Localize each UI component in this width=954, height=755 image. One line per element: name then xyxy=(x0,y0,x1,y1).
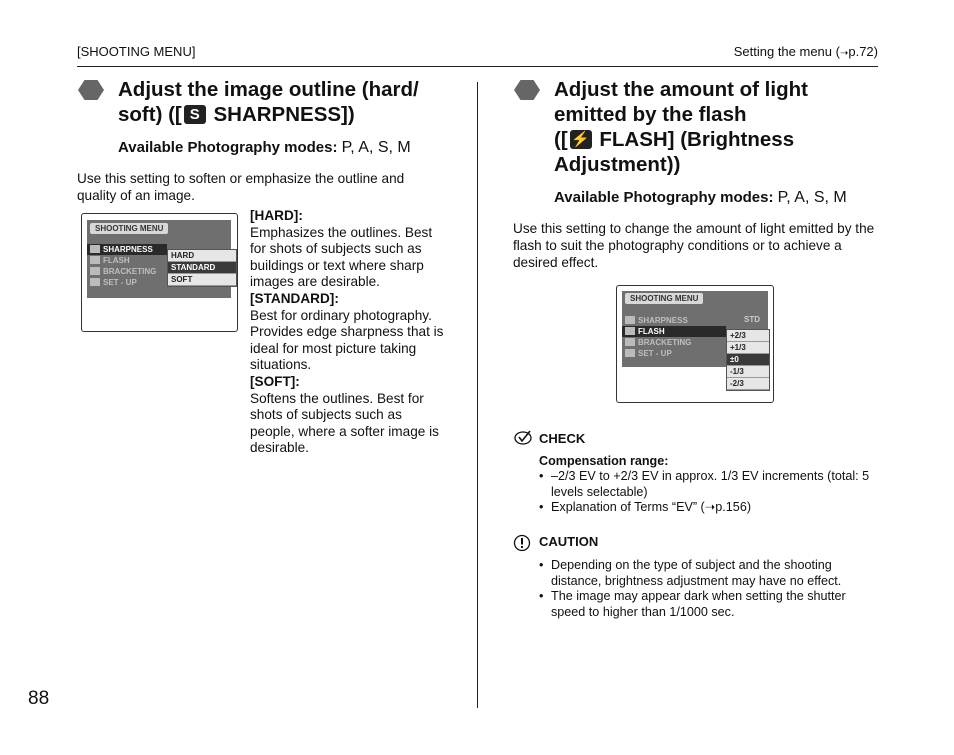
column-divider xyxy=(477,82,478,708)
lcd-option: -2/3 xyxy=(727,378,769,390)
list-item: • Depending on the type of subject and the shooting distance, brightness adjustment may have no effect. xyxy=(539,558,874,589)
lcd-display xyxy=(87,220,231,298)
page-reference: Setting the menu (➝p.72) xyxy=(733,44,878,59)
def-term: [SOFT]: xyxy=(250,373,300,389)
lcd-menu-item: SET - UP xyxy=(622,348,726,359)
def-term: [HARD]: xyxy=(250,208,303,223)
lcd-option: +1/3 xyxy=(727,342,769,354)
lcd-popup xyxy=(726,329,770,391)
lcd-menu-item: BRACKETING xyxy=(87,266,167,277)
right-intro: Use this setting to change the amount of light emitted by the flash to suit the photography conditions or to achieve a desired effect. xyxy=(513,221,875,270)
lcd-tab: SHOOTING MENU xyxy=(90,223,168,234)
lcd-menu-item: SHARPNESS xyxy=(622,315,726,326)
lcd-menu-item: SHARPNESS xyxy=(87,244,167,255)
def-text: Emphasizes the outlines. Best for shots of subjects such as buildings or text where sharp images are desirable. xyxy=(250,224,433,290)
caution-list xyxy=(539,558,874,620)
lcd-menu-item: SET - UP xyxy=(87,277,167,288)
lcd-screen-sharpness xyxy=(81,213,238,332)
list-item: • –2/3 EV to +2/3 EV in approx. 1/3 EV increments (total: 5 levels selectable) xyxy=(539,469,879,500)
section-marker-icon xyxy=(78,80,104,100)
sharpness-icon xyxy=(90,245,100,253)
flash-icon xyxy=(625,327,635,335)
def-term: [STANDARD]: xyxy=(250,290,339,306)
flash-icon: ⚡ xyxy=(571,131,590,148)
caution-icon xyxy=(513,534,531,557)
lcd-menu-item: BRACKETING xyxy=(622,337,726,348)
flash-icon xyxy=(90,256,100,264)
left-section-title: Adjust the image outline (hard/ soft) ([ S SHARPNESS]) xyxy=(118,78,419,126)
lcd-option: SOFT xyxy=(168,274,236,286)
sharpness-icon xyxy=(625,316,635,324)
lcd-option: HARD xyxy=(168,250,236,262)
section-header: [SHOOTING MENU] xyxy=(77,44,196,59)
lcd-std-value: STD xyxy=(744,315,760,324)
list-item: • Explanation of Terms “EV” (➝p.156) xyxy=(539,500,879,516)
check-heading: CHECK xyxy=(539,431,586,446)
setting-definitions xyxy=(250,208,445,457)
check-subheading: Compensation range: xyxy=(539,454,669,468)
lcd-option: +2/3 xyxy=(727,330,769,342)
bracketing-icon xyxy=(90,267,100,275)
lcd-option: STANDARD xyxy=(168,262,236,274)
left-modes: Available Photography modes: P, A, S, M xyxy=(118,139,411,156)
bracketing-icon xyxy=(625,338,635,346)
lcd-menu-item: FLASH xyxy=(87,255,167,266)
def-text: Best for ordinary photography. Provides edge sharpness that is ideal for most picture taking situations. xyxy=(250,307,444,373)
setup-icon xyxy=(90,278,100,286)
check-icon xyxy=(514,429,534,452)
lcd-display xyxy=(622,291,768,388)
right-modes: Available Photography modes: P, A, S, M xyxy=(554,189,847,206)
lcd-menu-item: FLASH xyxy=(622,326,726,337)
setup-icon xyxy=(625,349,635,357)
lcd-option: ±0 xyxy=(727,354,769,366)
left-intro: Use this setting to soften or emphasize the outline and quality of an image. xyxy=(77,171,405,203)
header-divider xyxy=(77,66,878,67)
lcd-popup xyxy=(167,249,237,287)
sharpness-icon: S xyxy=(184,105,206,124)
lcd-tab: SHOOTING MENU xyxy=(625,293,703,304)
page-number: 88 xyxy=(28,688,50,709)
check-list xyxy=(539,469,879,516)
list-item: • The image may appear dark when setting the shutter speed to higher than 1/1000 sec. xyxy=(539,589,874,620)
lcd-screen-flash xyxy=(616,285,774,403)
lcd-option: -1/3 xyxy=(727,366,769,378)
caution-heading: CAUTION xyxy=(539,534,599,549)
right-section-title: Adjust the amount of light emitted by the flash ([ ⚡ FLASH] (Brightness Adjustment)) xyxy=(554,78,808,176)
section-marker-icon xyxy=(514,80,540,100)
def-text: Softens the outlines. Best for shots of subjects such as people, where a softer image is desirable. xyxy=(250,390,439,456)
